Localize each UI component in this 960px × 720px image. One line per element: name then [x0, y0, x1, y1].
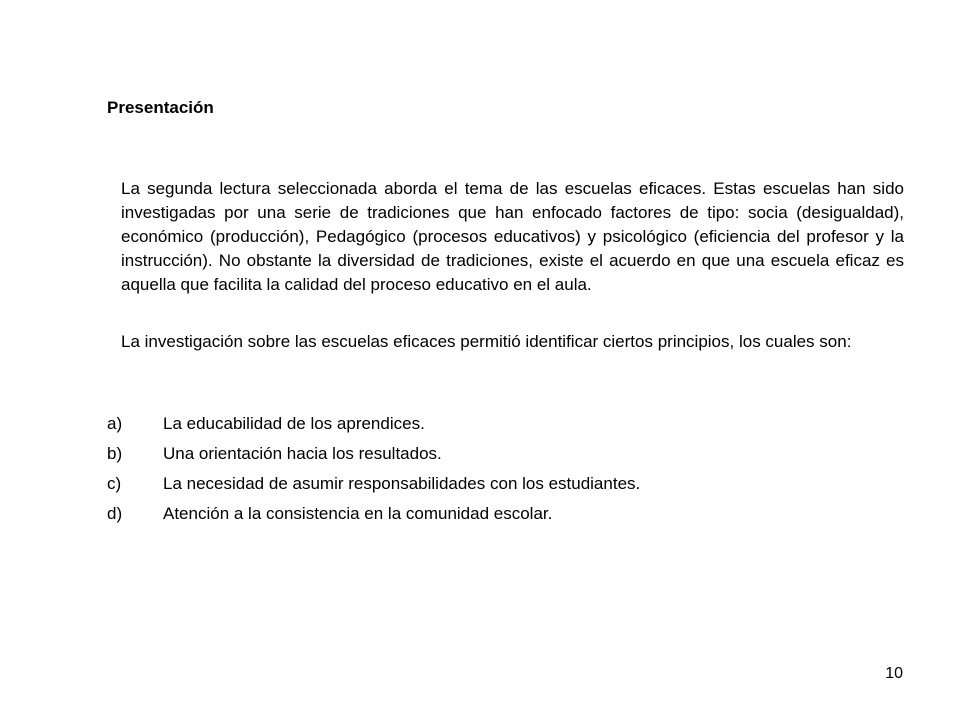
- list-item-text: La educabilidad de los aprendices.: [163, 414, 425, 433]
- intro-paragraph: La segunda lectura seleccionada aborda el tema de las escuelas eficaces. Estas escuelas han sido investigadas por una serie de tradiciones que han enfocado factores de tipo: socia (desigualdad), económico (producción), Pedagógico (procesos educativos) y psicológico (eficiencia del profesor y la instrucción). No obstante la diversidad de tradiciones, existe el acuerdo en que una escuela eficaz es aquella que facilita la calidad del proceso educativo en el aula.: [121, 179, 904, 294]
- list-marker: c): [107, 474, 122, 493]
- list-item-text: Una orientación hacia los resultados.: [163, 444, 442, 463]
- list-marker: a): [107, 414, 123, 433]
- principles-intro-paragraph: La investigación sobre las escuelas eficaces permitió identificar ciertos principios, los cuales son:: [121, 332, 852, 351]
- list-marker: b): [107, 444, 123, 463]
- list-marker: d): [107, 504, 123, 523]
- list-item-text: La necesidad de asumir responsabilidades con los estudiantes.: [163, 474, 641, 493]
- section-title: Presentación: [107, 98, 214, 117]
- list-item-text: Atención a la consistencia en la comunidad escolar.: [163, 504, 553, 523]
- page-number: 10: [885, 665, 903, 682]
